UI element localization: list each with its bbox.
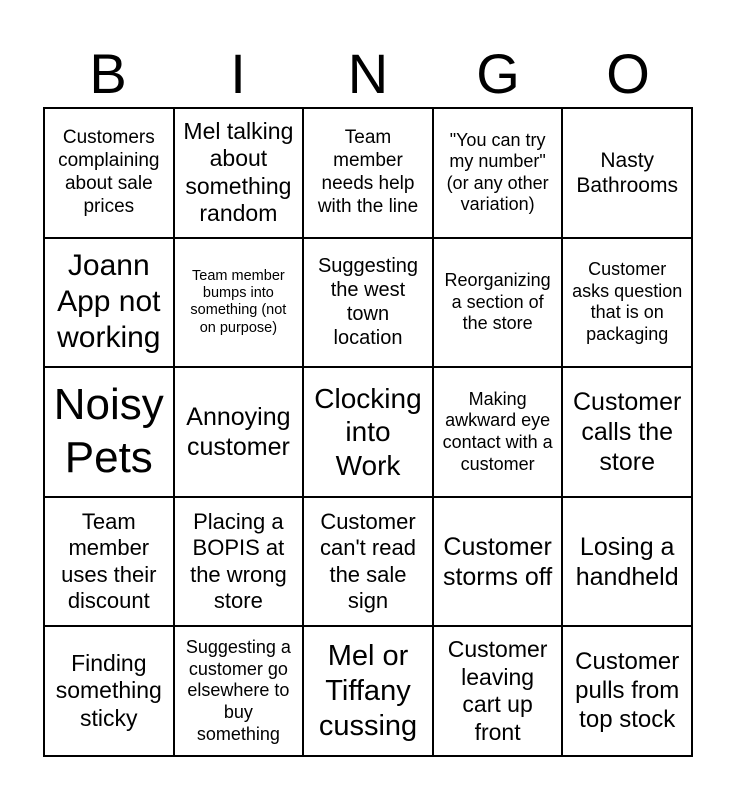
header-letter-b: B <box>89 42 127 105</box>
bingo-cell-text: Reorganizing a section of the store <box>444 270 551 334</box>
header-letter-g: G <box>476 42 520 105</box>
bingo-cell-text: Annoying customer <box>186 402 291 461</box>
bingo-cell-r4-c3[interactable] <box>303 497 433 627</box>
bingo-cell-text: Customer pulls from top stock <box>575 648 680 733</box>
bingo-cell-r3-c4[interactable] <box>433 367 563 497</box>
bingo-cell-r3-c5[interactable] <box>562 367 692 497</box>
bingo-cell-text: Nasty Bathrooms <box>576 148 678 197</box>
bingo-cell-text: Suggesting a customer go elsewhere to buy something <box>185 637 291 744</box>
header-letter-i: I <box>230 42 246 105</box>
bingo-cell-text: Customers complaining about sale prices <box>58 127 160 217</box>
bingo-cell-text: Customer asks question that is on packaging <box>572 259 683 344</box>
bingo-cell-text: "You can try my number" (or any other variation) <box>446 129 549 215</box>
bingo-cell-r5-c1[interactable] <box>44 626 174 756</box>
bingo-cell-text: Losing a handheld <box>575 532 679 591</box>
bingo-cell-r2-c3[interactable] <box>303 238 433 368</box>
bingo-cell-r5-c5[interactable] <box>562 626 692 756</box>
bingo-cell-text: Customer calls the store <box>573 387 682 476</box>
bingo-cell-r4-c5[interactable] <box>562 497 692 627</box>
bingo-cell-text: Placing a BOPIS at the wrong store <box>190 508 287 613</box>
bingo-cell-text: Clocking into Work <box>314 382 422 481</box>
bingo-board <box>43 107 693 757</box>
bingo-cell-r4-c2[interactable] <box>174 497 304 627</box>
bingo-cell-r3-c3[interactable] <box>303 367 433 497</box>
bingo-cell-r2-c4[interactable] <box>433 238 563 368</box>
bingo-cell-text: Mel or Tiffany cussing <box>318 640 418 742</box>
bingo-cell-r1-c3[interactable] <box>303 108 433 238</box>
header-letter-n: N <box>347 42 389 105</box>
header-letter-o: O <box>606 42 650 105</box>
bingo-cell-r2-c2[interactable] <box>174 238 304 368</box>
bingo-cell-r1-c1[interactable] <box>44 108 174 238</box>
bingo-cell-text: Finding something sticky <box>55 649 162 731</box>
bingo-cell-r1-c5[interactable] <box>562 108 692 238</box>
bingo-cell-text: Customer can't read the sale sign <box>320 508 416 613</box>
bingo-cell-r5-c4[interactable] <box>433 626 563 756</box>
bingo-cell-r3-c1[interactable] <box>44 367 174 497</box>
bingo-cell-r4-c1[interactable] <box>44 497 174 627</box>
bingo-cell-r4-c4[interactable] <box>433 497 563 627</box>
bingo-cell-text: Noisy Pets <box>53 380 164 482</box>
bingo-cell-r1-c4[interactable] <box>433 108 563 238</box>
bingo-cell-text: Mel talking about something random <box>183 117 294 227</box>
bingo-cell-r5-c3[interactable] <box>303 626 433 756</box>
bingo-cell-text: Joann App not working <box>57 249 161 355</box>
bingo-cell-text: Suggesting the west town location <box>317 255 419 350</box>
bingo-cell-text: Making awkward eye contact with a customer <box>442 388 553 474</box>
bingo-cell-text: Team member bumps into something (not on purpose) <box>190 267 287 336</box>
bingo-header <box>43 40 693 108</box>
bingo-cell-r2-c5[interactable] <box>562 238 692 368</box>
bingo-cell-text: Customer storms off <box>442 532 553 591</box>
bingo-cell-r3-c2[interactable] <box>174 367 304 497</box>
bingo-cell-text: Team member needs help with the line <box>317 127 419 217</box>
bingo-cell-r1-c2[interactable] <box>174 108 304 238</box>
bingo-cell-text: Customer leaving cart up front <box>447 636 548 745</box>
bingo-cell-r5-c2[interactable] <box>174 626 304 756</box>
bingo-cell-r2-c1[interactable] <box>44 238 174 368</box>
bingo-cell-text: Team member uses their discount <box>61 508 157 613</box>
